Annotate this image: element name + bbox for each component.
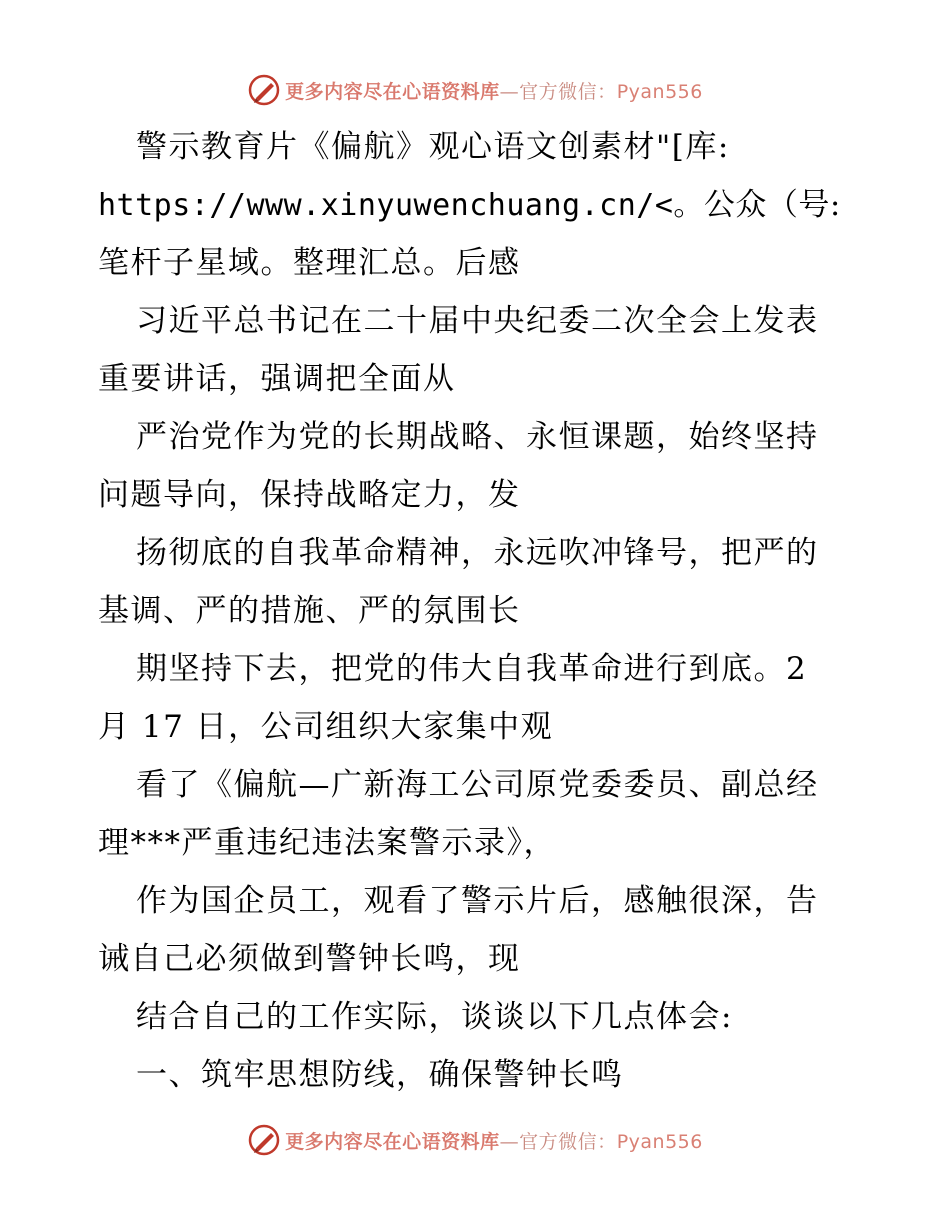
text-line: 作为国企员工，观看了警示片后，感触很深，告	[136, 883, 819, 919]
text-line: 习近平总书记在二十届中央纪委二次全会上发表	[136, 303, 819, 339]
watermark-text: 更多内容尽在心语资料库—官方微信：Pyan556	[285, 1130, 703, 1153]
text-line: 月 17 日，公司组织大家集中观	[98, 709, 554, 745]
text-line: 基调、严的措施、严的氛围长	[98, 593, 521, 629]
text-line: 问题导向，保持战略定力，发	[98, 477, 521, 513]
text-line: 扬彻底的自我革命精神，永远吹冲锋号，把严的	[136, 535, 819, 571]
text-fragment: 公众（号:	[703, 187, 841, 223]
text-line: 看了《偏航—广新海工公司原党委委员、副总经	[136, 767, 819, 803]
url-text: https://www.xinyuwenchuang.cn/<。	[98, 188, 704, 223]
text-line: 诫自己必须做到警钟长鸣，现	[98, 941, 521, 977]
text-line: 重要讲话，强调把全面从	[98, 361, 456, 397]
document-body	[98, 118, 858, 1104]
pen-logo-icon	[247, 73, 281, 107]
text-line: 理***严重违纪违法案警示录》，	[98, 825, 556, 861]
text-line: 警示教育片《偏航》观心语文创素材"[库:	[136, 129, 730, 165]
section-heading: 一、筑牢思想防线，确保警钟长鸣	[136, 1057, 624, 1093]
pen-logo-icon	[247, 1123, 281, 1157]
text-line: 笔杆子星域。整理汇总。后感	[98, 245, 521, 281]
footer-watermark-banner	[0, 1120, 950, 1160]
text-line: 期坚持下去，把党的伟大自我革命进行到底。2	[136, 651, 808, 687]
watermark-text: 更多内容尽在心语资料库—官方微信：Pyan556	[285, 80, 703, 103]
header-watermark-banner	[0, 70, 950, 110]
text-line: 严治党作为党的长期战略、永恒课题，始终坚持	[136, 419, 819, 455]
text-line: 结合自己的工作实际，谈谈以下几点体会:	[136, 999, 733, 1035]
text-line	[98, 176, 858, 234]
